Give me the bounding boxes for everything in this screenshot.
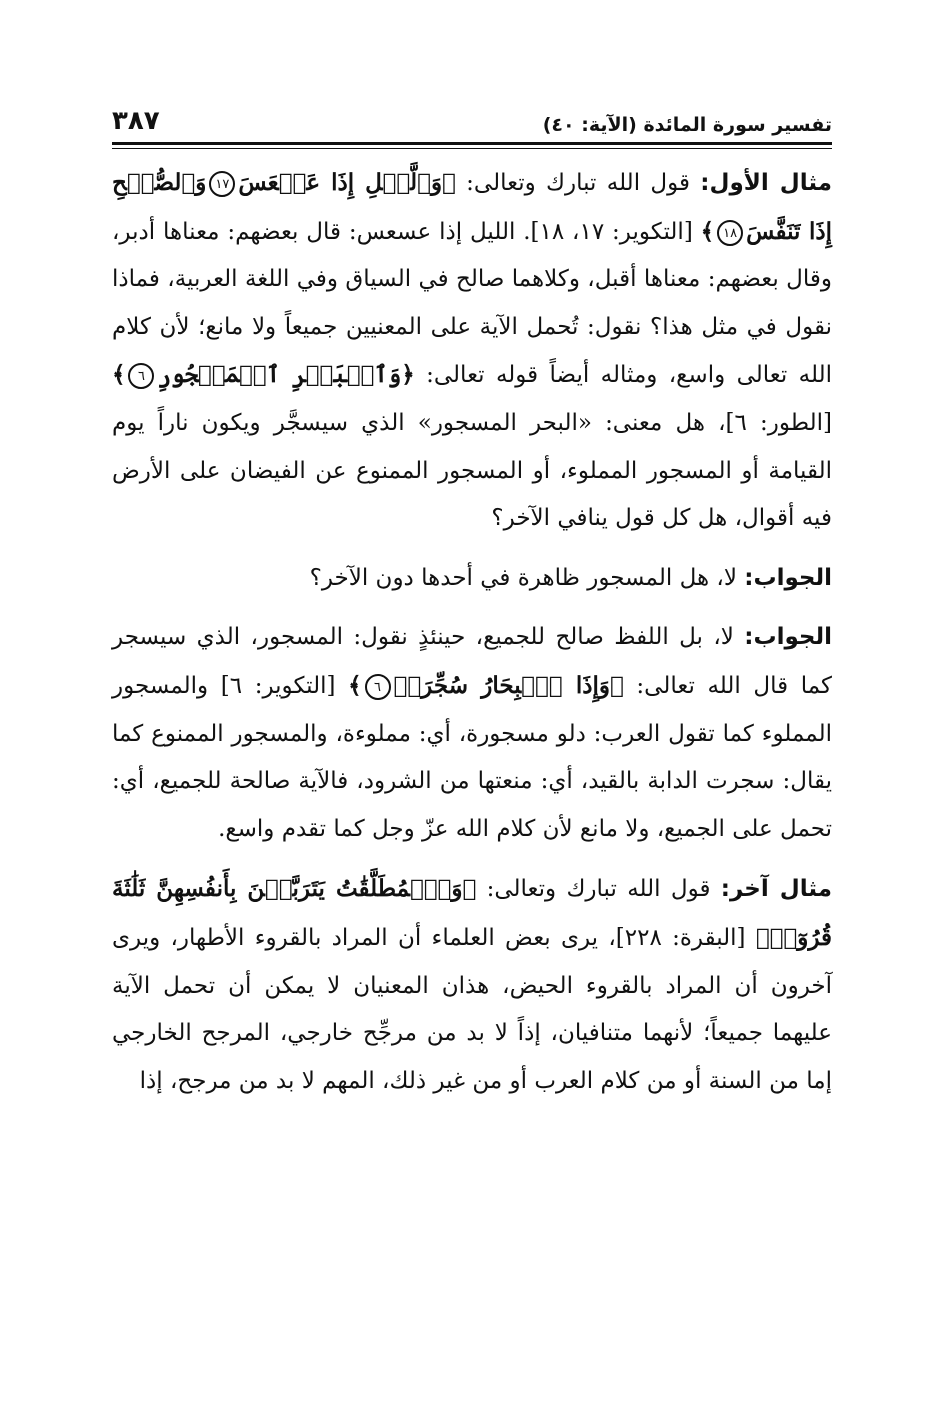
quran-verse: ﴿وَٱلَّيۡلِ إِذَا عَسۡعَسَ (238, 169, 456, 196)
verse-number-marker: ١٧ (209, 171, 235, 197)
header-rule-thick (112, 142, 832, 145)
paragraph-text: لا، بل اللفظ صالح للجميع، حينئذٍ نقول: المسجور، الذي سيسجر كما قال الله تعالى: (112, 624, 832, 699)
verse-close-bracket: ﴾ (348, 671, 362, 699)
paragraph-answer-two (112, 614, 832, 853)
paragraph-text: قول الله تبارك وتعالى: (476, 876, 721, 903)
header-rule-thin (112, 148, 832, 149)
verse-close-bracket: ﴾ (112, 361, 126, 389)
quran-verse: وَٱلصُّبۡحِ إِذَا تَنَفَّسَ (112, 169, 832, 245)
quran-verse: ﴿وَإِذَا ٱلۡبِحَارُ سُجِّرَتۡ (393, 671, 624, 699)
verse-close-bracket: ﴾ (700, 217, 715, 245)
paragraph-text: لا، هل المسجور ظاهرة في أحدها دون الآخر؟ (309, 564, 745, 591)
verse-number-marker: ٦ (365, 674, 391, 700)
quran-verse: ﴿وَٱلۡمُطَلَّقَٰتُ يَتَرَبَّصۡنَ بِأَنفُسِهِنَّ ثَلَٰثَةَ قُرُوٓءٖ﴾ (112, 875, 833, 951)
running-title: تفسير سورة المائدة (الآية: ٤٠) (542, 114, 832, 136)
page-number: ٣٨٧ (112, 106, 160, 136)
body-text (112, 159, 832, 1105)
paragraph-text: [التكوير: ١٧، ١٨]. الليل إذا عسعس: قال بعضهم: معناها أدبر، وقال بعضهم: معناها أقبل، وكلاهما صالح في السياق وفي اللغة العربية، فماذا نقول في مثل هذا؟ نقول: تُحمل الآية على المعنيين جميعاً ولا مانع؛ لأن كلام الله تعالى واسع، ومثاله أيضاً قوله تعالى: (112, 218, 832, 389)
paragraph-text: [البقرة: ٢٢٨]، يرى بعض العلماء أن المراد بالقروء الأطهار، ويرى آخرون أن المراد بالقروء الحيض، هذان المعنيان لا يمكن أن تحمل الآية عليهما جميعاً؛ لأنهما متنافيان، إذاً لا بد من مرجِّح خارجي، المرجح الخارجي إما من السنة أو من كلام العرب أو من غير ذلك، المهم لا بد من مرجح، إذا (112, 924, 832, 1094)
quran-verse: ﴿وَٱلۡبَحۡرِ ٱلۡمَسۡجُورِ (157, 361, 415, 389)
paragraph-lead: مثال الأول: (700, 170, 832, 196)
page-header (112, 90, 832, 136)
paragraph-lead: الجواب: (744, 624, 832, 651)
book-page (112, 90, 832, 1117)
paragraph-answer-one (112, 555, 832, 603)
paragraph-text: [الطور: ٦]، هل معنى: «البحر المسجور» الذي سيسجَّر ويكون ناراً يوم القيامة أو المسجور المملوء، أو المسجور الممنوع عن الفيضان على الأرض فيه أقوال، هل كل قول ينافي الآخر؟ (112, 409, 832, 532)
verse-number-marker: ٦ (128, 363, 154, 389)
paragraph-lead: الجواب: (744, 564, 832, 591)
paragraph-lead: مثال آخر: (720, 876, 832, 903)
verse-number-marker: ١٨ (717, 220, 743, 246)
paragraph-text: قول الله تبارك وتعالى: (455, 170, 701, 196)
paragraph-example-two (112, 865, 832, 1105)
paragraph-example-one (112, 159, 832, 543)
paragraph-text: [التكوير: ٦] والمسجور المملوء كما تقول العرب: دلو مسجورة، أي: مملوءة، والمسجور الممنوع كما يقال: سجرت الدابة بالقيد، أي: منعتها من الشرود، فالآية صالحة للجميع، أي: تحمل على الجميع، ولا مانع لأن كلام الله عزّ وجل كما تقدم واسع. (112, 672, 832, 842)
